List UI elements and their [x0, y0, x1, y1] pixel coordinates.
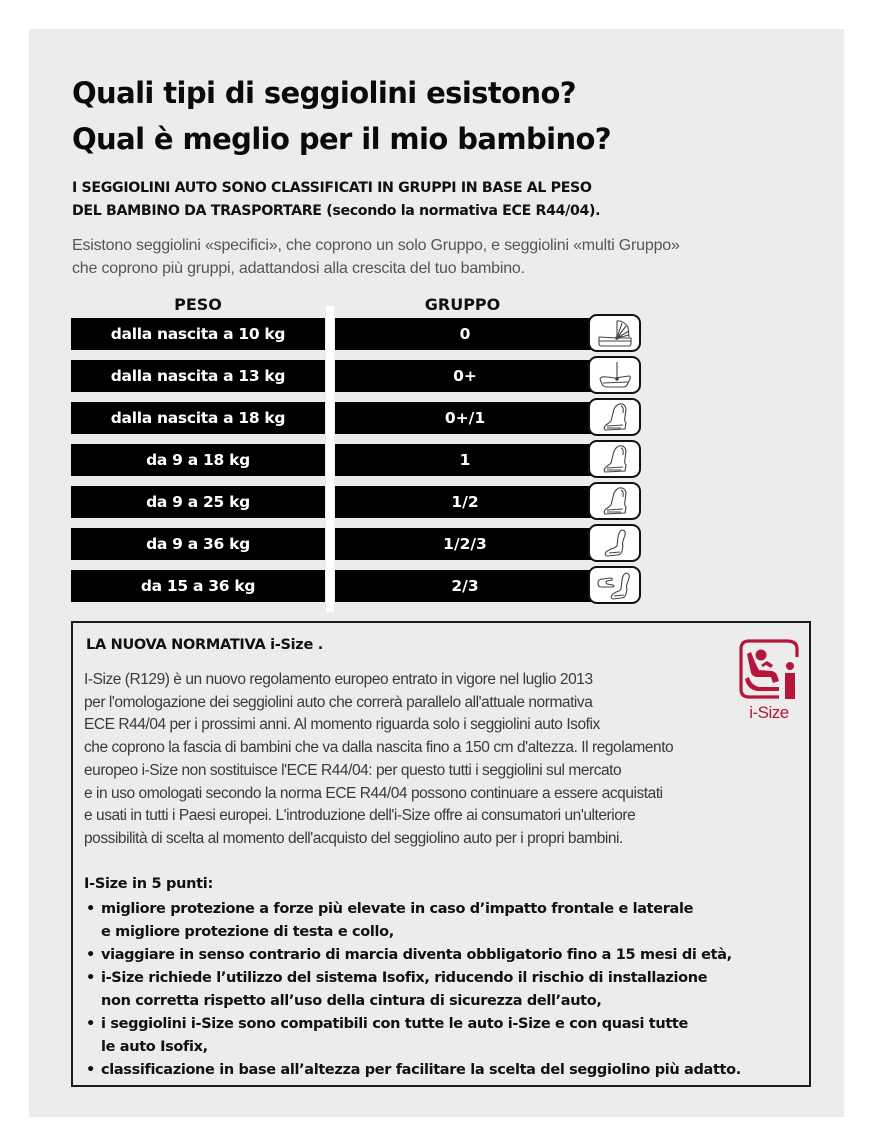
peso-cell: dalla nascita a 13 kg	[71, 360, 325, 392]
subhead-line-2: DEL BAMBINO DA TRASPORTARE (secondo la normativa ECE R44/04).	[72, 203, 601, 219]
gruppo-cell: 0	[335, 318, 595, 350]
point-line: non corretta rispetto all’uso della cintura di sicurezza dell’auto,	[101, 993, 602, 1009]
bullet-icon: •	[86, 1062, 95, 1078]
point-line: migliore protezione a forze più elevate in caso d’impatto frontale e laterale	[101, 901, 694, 917]
bullet-icon: •	[86, 1016, 95, 1032]
list-item	[84, 1059, 741, 1082]
body-line: ECE R44/04 per i prossimi anni. Al momento riguarda solo i seggiolini auto Isofix	[84, 716, 600, 734]
gruppo-cell: 0+	[335, 360, 595, 392]
page-title	[72, 70, 611, 162]
table-row	[71, 486, 646, 520]
points-list	[84, 898, 741, 1082]
point-line: i seggiolini i-Size sono compatibili con tutte le auto i-Size e con quasi tutte	[101, 1016, 688, 1032]
points-title: I-Size in 5 punti:	[84, 876, 213, 892]
isize-logo	[737, 637, 801, 729]
body-line: e in uso omologati secondo la norma ECE R44/04 possono continuare a essere acquistati	[84, 784, 663, 802]
intro-line-2: che coprono più gruppi, adattandosi alla crescita del tuo bambino.	[72, 260, 525, 277]
isize-logo-icon	[737, 637, 801, 703]
peso-cell: da 9 a 25 kg	[71, 486, 325, 518]
list-item	[84, 898, 741, 944]
booster-seat-icon	[588, 524, 641, 562]
carrycot-icon	[588, 314, 641, 352]
body-line: che coprono la fascia di bambini che va dalla nascita fino a 150 cm d'altezza. Il regolamento	[84, 739, 674, 757]
table-row	[71, 360, 646, 394]
table-row	[71, 318, 646, 352]
convertible-seat-icon	[588, 398, 641, 436]
gruppo-cell: 1/2/3	[335, 528, 595, 560]
gruppo-cell: 0+/1	[335, 402, 595, 434]
infant-carrier-icon	[588, 356, 641, 394]
point-line: classificazione in base all’altezza per facilitare la scelta del seggiolino più adatto.	[101, 1062, 741, 1078]
peso-cell: da 15 a 36 kg	[71, 570, 325, 602]
point-line: le auto Isofix,	[101, 1039, 208, 1055]
table-row	[71, 528, 646, 562]
list-item	[84, 967, 741, 1013]
subheading	[72, 177, 600, 223]
point-line: e migliore protezione di testa e collo,	[101, 924, 394, 940]
bullet-icon: •	[86, 970, 95, 986]
isize-info-box	[71, 621, 811, 1087]
peso-cell: dalla nascita a 18 kg	[71, 402, 325, 434]
peso-cell: da 9 a 18 kg	[71, 444, 325, 476]
body-line: possibilità di scelta al momento dell'acquisto del seggiolino auto per i propri bambini.	[84, 829, 623, 847]
body-line: per l'omologazione dei seggiolini auto che correrà parallelo all'attuale normativa	[84, 693, 593, 711]
booster-cushion-seat-icon	[588, 566, 641, 604]
body-line: I-Size (R129) è un nuovo regolamento europeo entrato in vigore nel luglio 2013	[84, 671, 593, 688]
body-line: e usati in tutti i Paesi europei. L'introduzione dell'i-Size offre ai consumatori un'ulteriore	[84, 807, 636, 825]
point-line: viaggiare in senso contrario di marcia diventa obbligatorio fino a 15 mesi di età,	[101, 947, 732, 963]
peso-cell: da 9 a 36 kg	[71, 528, 325, 560]
point-line: i-Size richiede l’utilizzo del sistema Isofix, riducendo il rischio di installazione	[101, 970, 708, 986]
intro-paragraph	[72, 234, 680, 280]
convertible-seat-icon	[588, 482, 641, 520]
gruppo-cell: 1/2	[335, 486, 595, 518]
gruppo-cell: 1	[335, 444, 595, 476]
isize-description	[84, 669, 673, 851]
title-line-2: Qual è meglio per il mio bambino?	[72, 122, 612, 156]
convertible-seat-icon	[588, 440, 641, 478]
bullet-icon: •	[86, 901, 95, 917]
peso-cell: dalla nascita a 10 kg	[71, 318, 325, 350]
title-line-1: Quali tipi di seggiolini esistono?	[72, 76, 577, 110]
isize-box-title: LA NUOVA NORMATIVA i-Size .	[86, 637, 323, 653]
column-header-gruppo: GRUPPO	[424, 295, 501, 314]
table-row	[71, 402, 646, 436]
body-line: europeo i-Size non sostituisce l'ECE R44/04: per questo tutti i seggiolini sul mercato	[84, 761, 622, 779]
bullet-icon: •	[86, 947, 95, 963]
subhead-line-1: I SEGGIOLINI AUTO SONO CLASSIFICATI IN GRUPPI IN BASE AL PESO	[72, 180, 592, 196]
isize-logo-label: i-Size	[749, 703, 789, 722]
table-row	[71, 444, 646, 478]
table-row	[71, 570, 646, 604]
list-item	[84, 944, 741, 967]
gruppo-cell: 2/3	[335, 570, 595, 602]
list-item	[84, 1013, 741, 1059]
column-header-peso: PESO	[174, 295, 222, 314]
intro-line-1: Esistono seggiolini «specifici», che coprono un solo Gruppo, e seggiolini «multi Gruppo»	[72, 237, 680, 254]
